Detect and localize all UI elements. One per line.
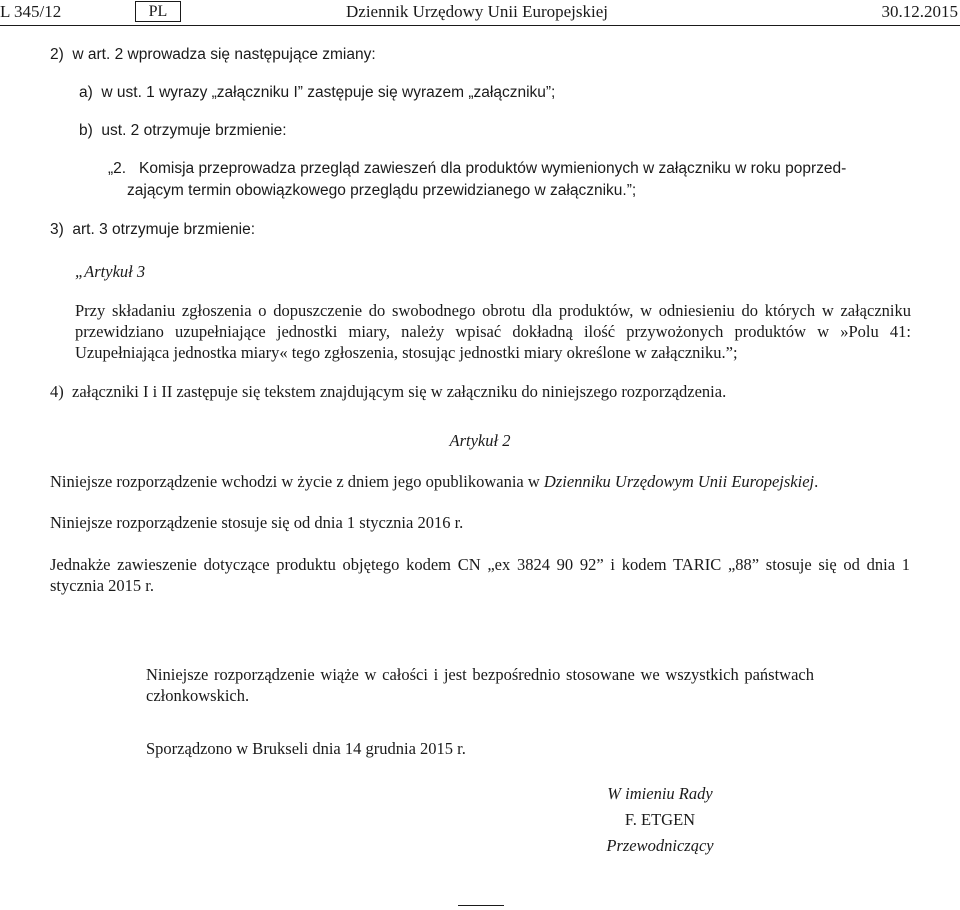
period: . [814, 472, 819, 491]
article-2-paragraph-1 [50, 472, 818, 492]
signatory-title: Przewodniczący [606, 836, 714, 855]
article-3-text: Przy składaniu zgłoszenia o dopuszczenie do swobodnego obrotu dla produktów, w odniesieniu do których w załączniku przewidziano uzupełniające jednostki miary, należy wpisać dokładną ilość przywożonych produktów w »Polu 41: Uzupełniająca jednostka miary« tego zgłoszenia, stosując jednostki miary określone w załączniku.”; [75, 301, 911, 362]
header-rule [0, 25, 960, 26]
item-2a: a) w ust. 1 wyrazy „załączniku I” zastępuje się wyrazem „załączniku”; [79, 84, 556, 101]
footer-rule [458, 905, 504, 906]
official-journal-name: Dzienniku Urzędowym Unii Europejskiej [543, 472, 815, 491]
page-reference: L 345/12 [0, 2, 62, 21]
item-4: 4) załączniki I i II zastępuje się tekstem znajdującym się w załączniku do niniejszego rozporządzenia. [50, 382, 727, 401]
journal-title: Dziennik Urzędowy Unii Europejskiej [346, 2, 609, 21]
done-at-clause: Sporządzono w Brukseli dnia 14 grudnia 2015 r. [146, 739, 466, 758]
item-2b: b) ust. 2 otrzymuje brzmienie: [79, 122, 287, 139]
binding-clause: Niniejsze rozporządzenie wiąże w całości i jest bezpośrednio stosowane we wszystkich państwach członkowskich. [146, 665, 814, 705]
quoted-paragraph-2-line1: „2. Komisja przeprowadza przegląd zawieszeń dla produktów wymienionych w załączniku w roku poprzed- [108, 160, 847, 177]
article-2-heading: Artykuł 2 [449, 431, 511, 450]
item-3: 3) art. 3 otrzymuje brzmienie: [50, 221, 256, 238]
item-2: 2) w art. 2 wprowadza się następujące zmiany: [50, 46, 376, 63]
entry-into-force-text: Niniejsze rozporządzenie wchodzi w życie z dniem jego opublikowania w [50, 472, 544, 491]
signature-on-behalf: W imieniu Rady [607, 784, 713, 803]
quoted-paragraph-2-line2: zającym termin obowiązkowego przeglądu przewidzianego w załączniku.”; [127, 182, 637, 199]
article-3-heading: „Artykuł 3 [75, 262, 146, 281]
signatory-name: F. ETGEN [624, 810, 696, 829]
publication-date: 30.12.2015 [881, 2, 958, 21]
language-code-box: PL [135, 1, 181, 22]
article-2-paragraph-3: Jednakże zawieszenie dotyczące produktu objętego kodem CN „ex 3824 90 92” i kodem TARIC „88” stosuje się od dnia 1 stycznia 2015 r. [50, 555, 910, 595]
article-2-paragraph-2: Niniejsze rozporządzenie stosuje się od dnia 1 stycznia 2016 r. [50, 513, 464, 532]
